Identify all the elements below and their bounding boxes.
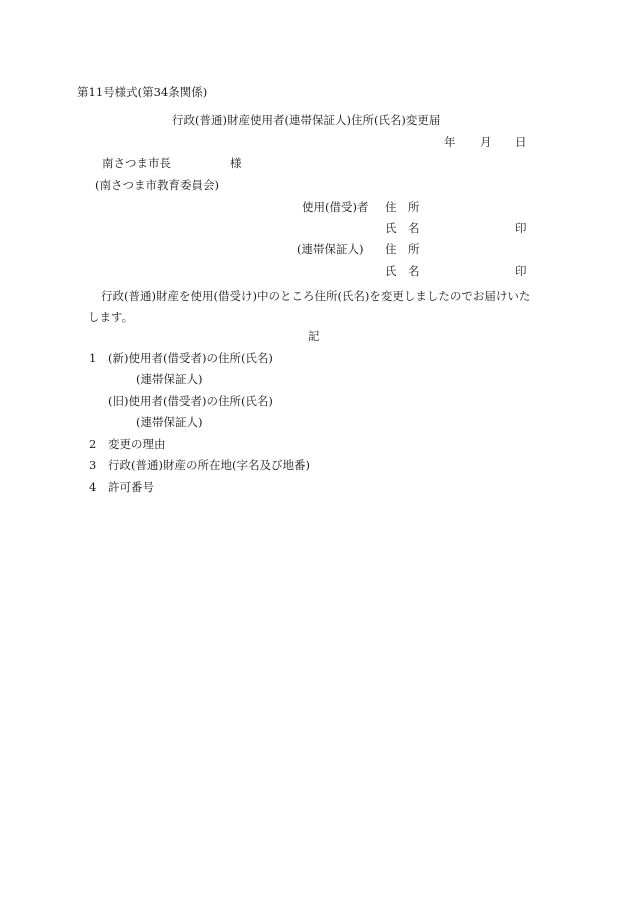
- date-day-label: 日: [515, 135, 527, 149]
- item-1-old-text: (旧)使用者(借受者)の住所(氏名): [108, 394, 273, 408]
- item-1-text: (新)使用者(借受者)の住所(氏名): [108, 351, 273, 365]
- guarantor-label: (連帯保証人): [297, 242, 364, 256]
- item-4-text: 許可番号: [108, 480, 154, 494]
- item-3-text: 行政(普通)財産の所在地(字名及び地番): [108, 458, 310, 472]
- body-line-1: 行政(普通)財産を使用(借受け)中のところ住所(氏名)を変更しましたのでお届けいた: [101, 289, 531, 303]
- item-1-sub: (連帯保証人): [136, 372, 203, 386]
- user-address-label: 住 所: [385, 200, 420, 214]
- guarantor-address-label: 住 所: [385, 242, 420, 256]
- body-line-2: します。: [88, 310, 134, 324]
- date-month-label: 月: [480, 135, 492, 149]
- guarantor-name-label: 氏 名: [385, 264, 420, 278]
- user-seal-mark: 印: [515, 221, 527, 235]
- form-title: 行政(普通)財産使用者(連帯保証人)住所(氏名)変更届: [172, 113, 441, 127]
- item-4-number: 4: [89, 480, 97, 494]
- addressee-alt: (南さつま市教育委員会): [95, 178, 219, 192]
- item-2-text: 変更の理由: [108, 437, 166, 451]
- item-1-number: 1: [89, 351, 97, 365]
- form-number: 第11号様式(第34条関係): [77, 85, 208, 99]
- guarantor-seal-mark: 印: [515, 264, 527, 278]
- ki-heading: 記: [308, 329, 320, 343]
- user-label: 使用(借受)者: [302, 200, 369, 214]
- item-2-number: 2: [89, 437, 97, 451]
- item-1-old-sub: (連帯保証人): [136, 415, 203, 429]
- date-year-label: 年: [444, 135, 456, 149]
- addressee-name: 南さつま市長: [102, 156, 171, 170]
- addressee-honorific: 様: [230, 156, 242, 170]
- user-name-label: 氏 名: [385, 221, 420, 235]
- item-3-number: 3: [89, 458, 97, 472]
